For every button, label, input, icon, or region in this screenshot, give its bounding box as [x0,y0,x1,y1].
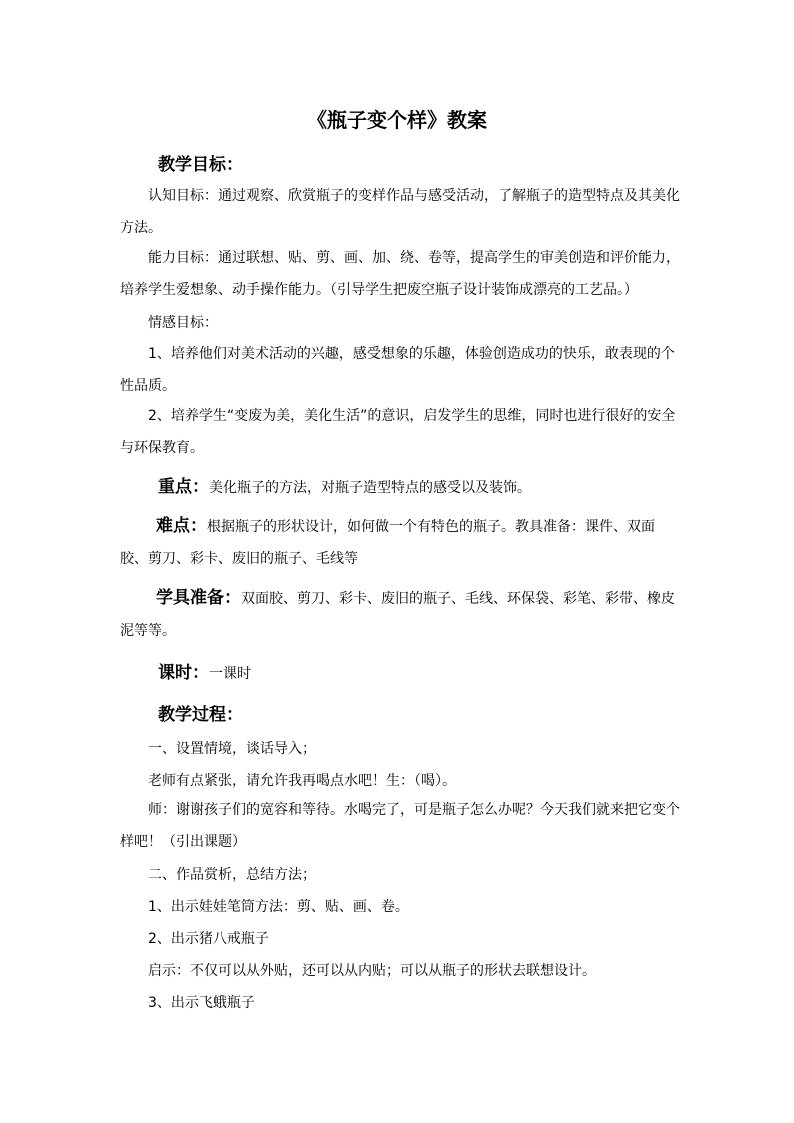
key-point-label: 重点： [158,477,209,497]
teacher-thanks: 师：谢谢孩子们的宽容和等待。水喝完了，可是瓶子怎么办呢？今天我们就来把它变个样吧！（引出课题） [120,802,680,850]
process-step-2: 二、作品赏析，总结方法； [148,867,316,883]
student-materials-text: 双面胶、剪刀、彩卡、废旧的瓶子、毛线、环保袋、彩笔、彩带、橡皮泥等等。 [120,591,675,639]
ability-objective: 能力目标：通过联想、贴、剪、画、加、绕、卷等，提高学生的审美创造和评价能力，培养学生爱想象、动手操作能力。（引导学生把废空瓶子设计装饰成漂亮的工艺品。） [120,250,680,298]
student-materials-paragraph [120,582,680,647]
student-materials-label: 学具准备： [156,588,241,608]
process-item-2: 2、出示猪八戒瓶子 [148,931,269,947]
process-hint: 启示：不仅可以从外贴，还可以从内贴；可以从瓶子的形状去联想设计。 [148,963,596,979]
difficulty-label: 难点： [156,516,207,536]
class-hours [158,658,251,683]
process-item-3: 3、出示飞蛾瓶子 [148,995,255,1011]
emotion-objective-label: 情感目标： [148,315,218,331]
class-hours-text: 一课时 [209,666,251,682]
class-hours-label: 课时： [158,663,209,683]
teacher-line: 老师有点紧张，请允许我再喝点水吧！生：（喝）。 [148,773,456,789]
emotion-objective-2: 2、培养学生“变废为美，美化生活”的意识，启发学生的思维，同时也进行很好的安全与环保教育。 [120,408,676,456]
difficulty-text: 根据瓶子的形状设计，如何做一个有特色的瓶子。教具准备：课件、双面胶、剪刀、彩卡、废旧的瓶子、毛线等 [120,519,655,567]
key-point [158,472,531,497]
key-point-text: 美化瓶子的方法，对瓶子造型特点的感受以及装饰。 [209,480,531,496]
process-step-1: 一、设置情境，谈话导入； [148,741,316,757]
process-heading: 教学过程： [158,705,243,725]
document-title: 《瓶子变个样》教案 [307,108,487,132]
process-item-1: 1、出示娃娃笔筒方法：剪、贴、画、卷。 [148,899,409,915]
emotion-objective-1: 1、培养他们对美术活动的兴趣，感受想象的乐趣，体验创造成功的快乐，敢表现的个性品质。 [120,346,675,394]
objectives-heading: 教学目标： [158,155,243,175]
cognitive-objective: 认知目标：通过观察、欣赏瓶子的变样作品与感受活动，了解瓶子的造型特点及其美化方法。 [120,188,680,236]
difficulty-paragraph [120,510,680,575]
